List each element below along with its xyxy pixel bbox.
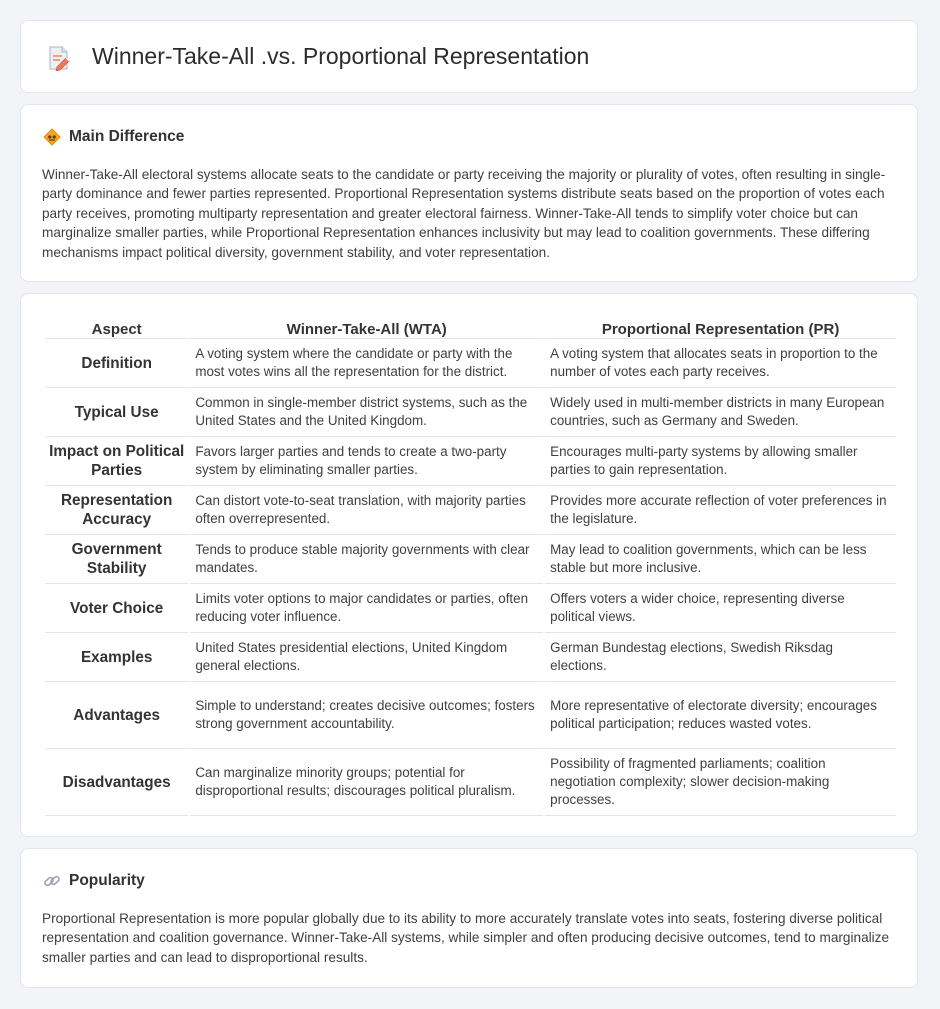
row-wta: Common in single-member district systems, such as the United States and the United Kingdom. [190,388,543,437]
document-pencil-icon [47,45,71,71]
row-aspect: Voter Choice [45,584,188,633]
row-aspect: Advantages [45,682,188,749]
row-aspect: Representation Accuracy [45,486,188,535]
popularity-header [43,871,145,891]
row-wta: Can marginalize minority groups; potential for disproportional results; discourages political pluralism. [190,749,543,816]
table-row [45,633,896,682]
popularity-text: Proportional Representation is more popular globally due to its ability to more accurately translate votes into seats, fostering diverse political representation and coalition governance. Winner-Take-All systems, while simpler and often producing decisive outcomes, tend to marginalize smaller parties and can lead to disproportional results. [42,911,890,965]
comparison-table [43,316,898,816]
row-aspect: Government Stability [45,535,188,584]
row-pr: Widely used in multi-member districts in many European countries, such as Germany and Sweden. [545,388,896,437]
row-aspect: Typical Use [45,388,188,437]
table-row [45,584,896,633]
row-wta: Favors larger parties and tends to create a two-party system by eliminating smaller parties. [190,437,543,486]
popularity-title: Popularity [69,872,145,889]
page-title: Winner-Take-All .vs. Proportional Representation [92,43,590,69]
row-wta: United States presidential elections, United Kingdom general elections. [190,633,543,682]
table-row [45,339,896,388]
comparison-table-card [20,293,918,837]
table-row [45,486,896,535]
header-wta: Winner-Take-All (WTA) [190,316,543,339]
row-aspect: Definition [45,339,188,388]
table-row [45,749,896,816]
row-pr: More representative of electorate diversity; encourages political participation; reduces wasted votes. [545,682,896,749]
row-pr: Encourages multi-party systems by allowing smaller parties to gain representation. [545,437,896,486]
row-wta: Can distort vote-to-seat translation, with majority parties often overrepresented. [190,486,543,535]
row-pr: A voting system that allocates seats in proportion to the number of votes each party receives. [545,339,896,388]
link-icon [43,872,61,890]
header-aspect: Aspect [45,316,188,339]
header-pr: Proportional Representation (PR) [545,316,896,339]
table-row [45,437,896,486]
row-wta: Tends to produce stable majority governments with clear mandates. [190,535,543,584]
row-pr: Possibility of fragmented parliaments; coalition negotiation complexity; slower decision-making processes. [545,749,896,816]
main-difference-card [20,104,918,282]
row-wta: A voting system where the candidate or party with the most votes wins all the representation for the district. [190,339,543,388]
row-aspect: Impact on Political Parties [45,437,188,486]
table-row [45,535,896,584]
row-pr: Offers voters a wider choice, representing diverse political views. [545,584,896,633]
row-pr: May lead to coalition governments, which can be less stable but more inclusive. [545,535,896,584]
main-difference-text: Winner-Take-All electoral systems allocate seats to the candidate or party receiving the majority or plurality of votes, often resulting in single-party dominance and fewer parties represented. Proportional Representation systems distribute seats based on the proportion of votes each party receives, promoting multiparty representation and greater electoral fairness. Winner-Take-All tends to simplify voter choice but can marginalize smaller parties, while Proportional Representation enhances inclusivity but may lead to coalition governments. These differing mechanisms impact political diversity, government stability, and voter representation. [42,167,886,260]
table-row [45,388,896,437]
row-pr: Provides more accurate reflection of voter preferences in the legislature. [545,486,896,535]
row-wta: Simple to understand; creates decisive outcomes; fosters strong government accountability. [190,682,543,749]
row-aspect: Disadvantages [45,749,188,816]
row-wta: Limits voter options to major candidates or parties, often reducing voter influence. [190,584,543,633]
table-header-row [45,316,896,339]
diamond-badge-icon [43,128,61,146]
popularity-card [20,848,918,988]
row-pr: German Bundestag elections, Swedish Riksdag elections. [545,633,896,682]
table-row [45,682,896,749]
main-difference-title: Main Difference [69,128,185,145]
main-difference-header [43,127,184,147]
row-aspect: Examples [45,633,188,682]
title-card [20,20,918,93]
